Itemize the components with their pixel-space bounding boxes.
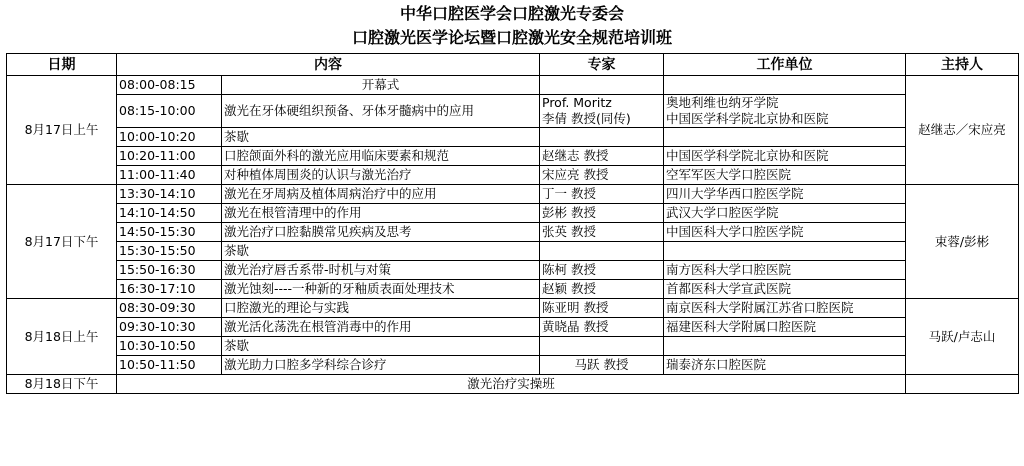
content-cell: 激光在根管清理中的作用 [222,204,540,223]
unit-cell: 四川大学华西口腔医学院 [664,185,906,204]
expert-cell [540,337,664,356]
expert-cell: 丁一 教授 [540,185,664,204]
content-cell: 激光治疗口腔黏膜常见疾病及思考 [222,223,540,242]
header-row [7,54,1019,76]
unit-cell: 中国医科大学口腔医学院 [664,223,906,242]
expert-cell: 赵颖 教授 [540,280,664,299]
unit-cell [664,242,906,261]
session-date: 8月17日下午 [7,185,117,299]
content-cell: 茶歇 [222,337,540,356]
table-row [7,166,1019,185]
content-cell: 激光在牙体硬组织预备、牙体牙髓病中的应用 [222,95,540,128]
time-cell: 13:30-14:10 [117,185,222,204]
time-cell: 09:30-10:30 [117,318,222,337]
table-row [7,375,1019,394]
expert-cell: 黄晓晶 教授 [540,318,664,337]
expert-cell: 陈柯 教授 [540,261,664,280]
header-unit: 工作单位 [664,54,906,76]
unit-cell: 中国医学科学院北京协和医院 [664,147,906,166]
session-date: 8月17日上午 [7,76,117,185]
content-cell: 口腔颌面外科的激光应用临床要素和规范 [222,147,540,166]
time-cell: 11:00-11:40 [117,166,222,185]
time-cell: 16:30-17:10 [117,280,222,299]
time-cell: 10:00-10:20 [117,128,222,147]
time-cell: 15:50-16:30 [117,261,222,280]
content-cell: 激光在牙周病及植体周病治疗中的应用 [222,185,540,204]
time-cell: 15:30-15:50 [117,242,222,261]
table-row [7,261,1019,280]
table-row [7,128,1019,147]
table-row [7,242,1019,261]
expert-cell: 马跃 教授 [540,356,664,375]
table-row [7,299,1019,318]
expert-cell: 张英 教授 [540,223,664,242]
table-row [7,280,1019,299]
table-row [7,95,1019,128]
table-row [7,185,1019,204]
expert-cell: 彭彬 教授 [540,204,664,223]
session-date: 8月18日下午 [7,375,117,394]
expert-cell [540,242,664,261]
time-cell: 08:00-08:15 [117,76,222,95]
header-date: 日期 [7,54,117,76]
time-cell: 08:30-09:30 [117,299,222,318]
expert-cell: 赵继志 教授 [540,147,664,166]
content-cell: 茶歇 [222,242,540,261]
header-host: 主持人 [906,54,1019,76]
table-row [7,204,1019,223]
expert-name-2: 李倩 教授(同传) [542,111,631,126]
content-cell: 激光活化荡洗在根管消毒中的作用 [222,318,540,337]
content-cell: 激光蚀刻----一种新的牙釉质表面处理技术 [222,280,540,299]
time-cell: 10:20-11:00 [117,147,222,166]
content-cell: 激光治疗唇舌系带-时机与对策 [222,261,540,280]
content-cell: 茶歇 [222,128,540,147]
table-row [7,147,1019,166]
unit-name-2: 中国医学科学院北京协和医院 [666,111,829,126]
unit-cell: 首都医科大学宣武医院 [664,280,906,299]
content-cell: 口腔激光的理论与实践 [222,299,540,318]
time-cell: 08:15-10:00 [117,95,222,128]
content-cell: 对种植体周围炎的认识与激光治疗 [222,166,540,185]
unit-cell [664,95,906,128]
expert-cell: 宋应亮 教授 [540,166,664,185]
header-content: 内容 [117,54,540,76]
unit-cell: 空军军医大学口腔医院 [664,166,906,185]
unit-cell: 福建医科大学附属口腔医院 [664,318,906,337]
content-cell: 激光助力口腔多学科综合诊疗 [222,356,540,375]
schedule-table [6,53,1019,394]
table-row [7,76,1019,95]
session-date: 8月18日上午 [7,299,117,375]
session-host: 马跃/卢志山 [906,299,1019,375]
unit-cell [664,76,906,95]
table-row [7,356,1019,375]
unit-cell: 武汉大学口腔医学院 [664,204,906,223]
header-expert: 专家 [540,54,664,76]
unit-cell: 南京医科大学附属江苏省口腔医院 [664,299,906,318]
expert-cell: 陈亚明 教授 [540,299,664,318]
session-host [906,375,1019,394]
unit-name: 奥地利维也纳牙学院 [666,95,779,110]
time-cell: 10:50-11:50 [117,356,222,375]
unit-cell: 南方医科大学口腔医院 [664,261,906,280]
session-host: 束蓉/彭彬 [906,185,1019,299]
time-cell: 14:10-14:50 [117,204,222,223]
content-cell: 开幕式 [222,76,540,95]
expert-cell [540,76,664,95]
unit-cell [664,128,906,147]
time-cell: 14:50-15:30 [117,223,222,242]
content-cell: 激光治疗实操班 [117,375,906,394]
time-cell: 10:30-10:50 [117,337,222,356]
table-row [7,318,1019,337]
title-line-1: 中华口腔医学会口腔激光专委会 [399,4,624,23]
expert-name: Prof. Moritz [542,95,612,110]
unit-cell [664,337,906,356]
table-row [7,223,1019,242]
unit-cell: 瑞泰济东口腔医院 [664,356,906,375]
session-host: 赵继志／宋应亮 [906,76,1019,185]
table-row [7,337,1019,356]
title-line-2: 口腔激光医学论坛暨口腔激光安全规范培训班 [351,28,672,47]
expert-cell [540,95,664,128]
expert-cell [540,128,664,147]
